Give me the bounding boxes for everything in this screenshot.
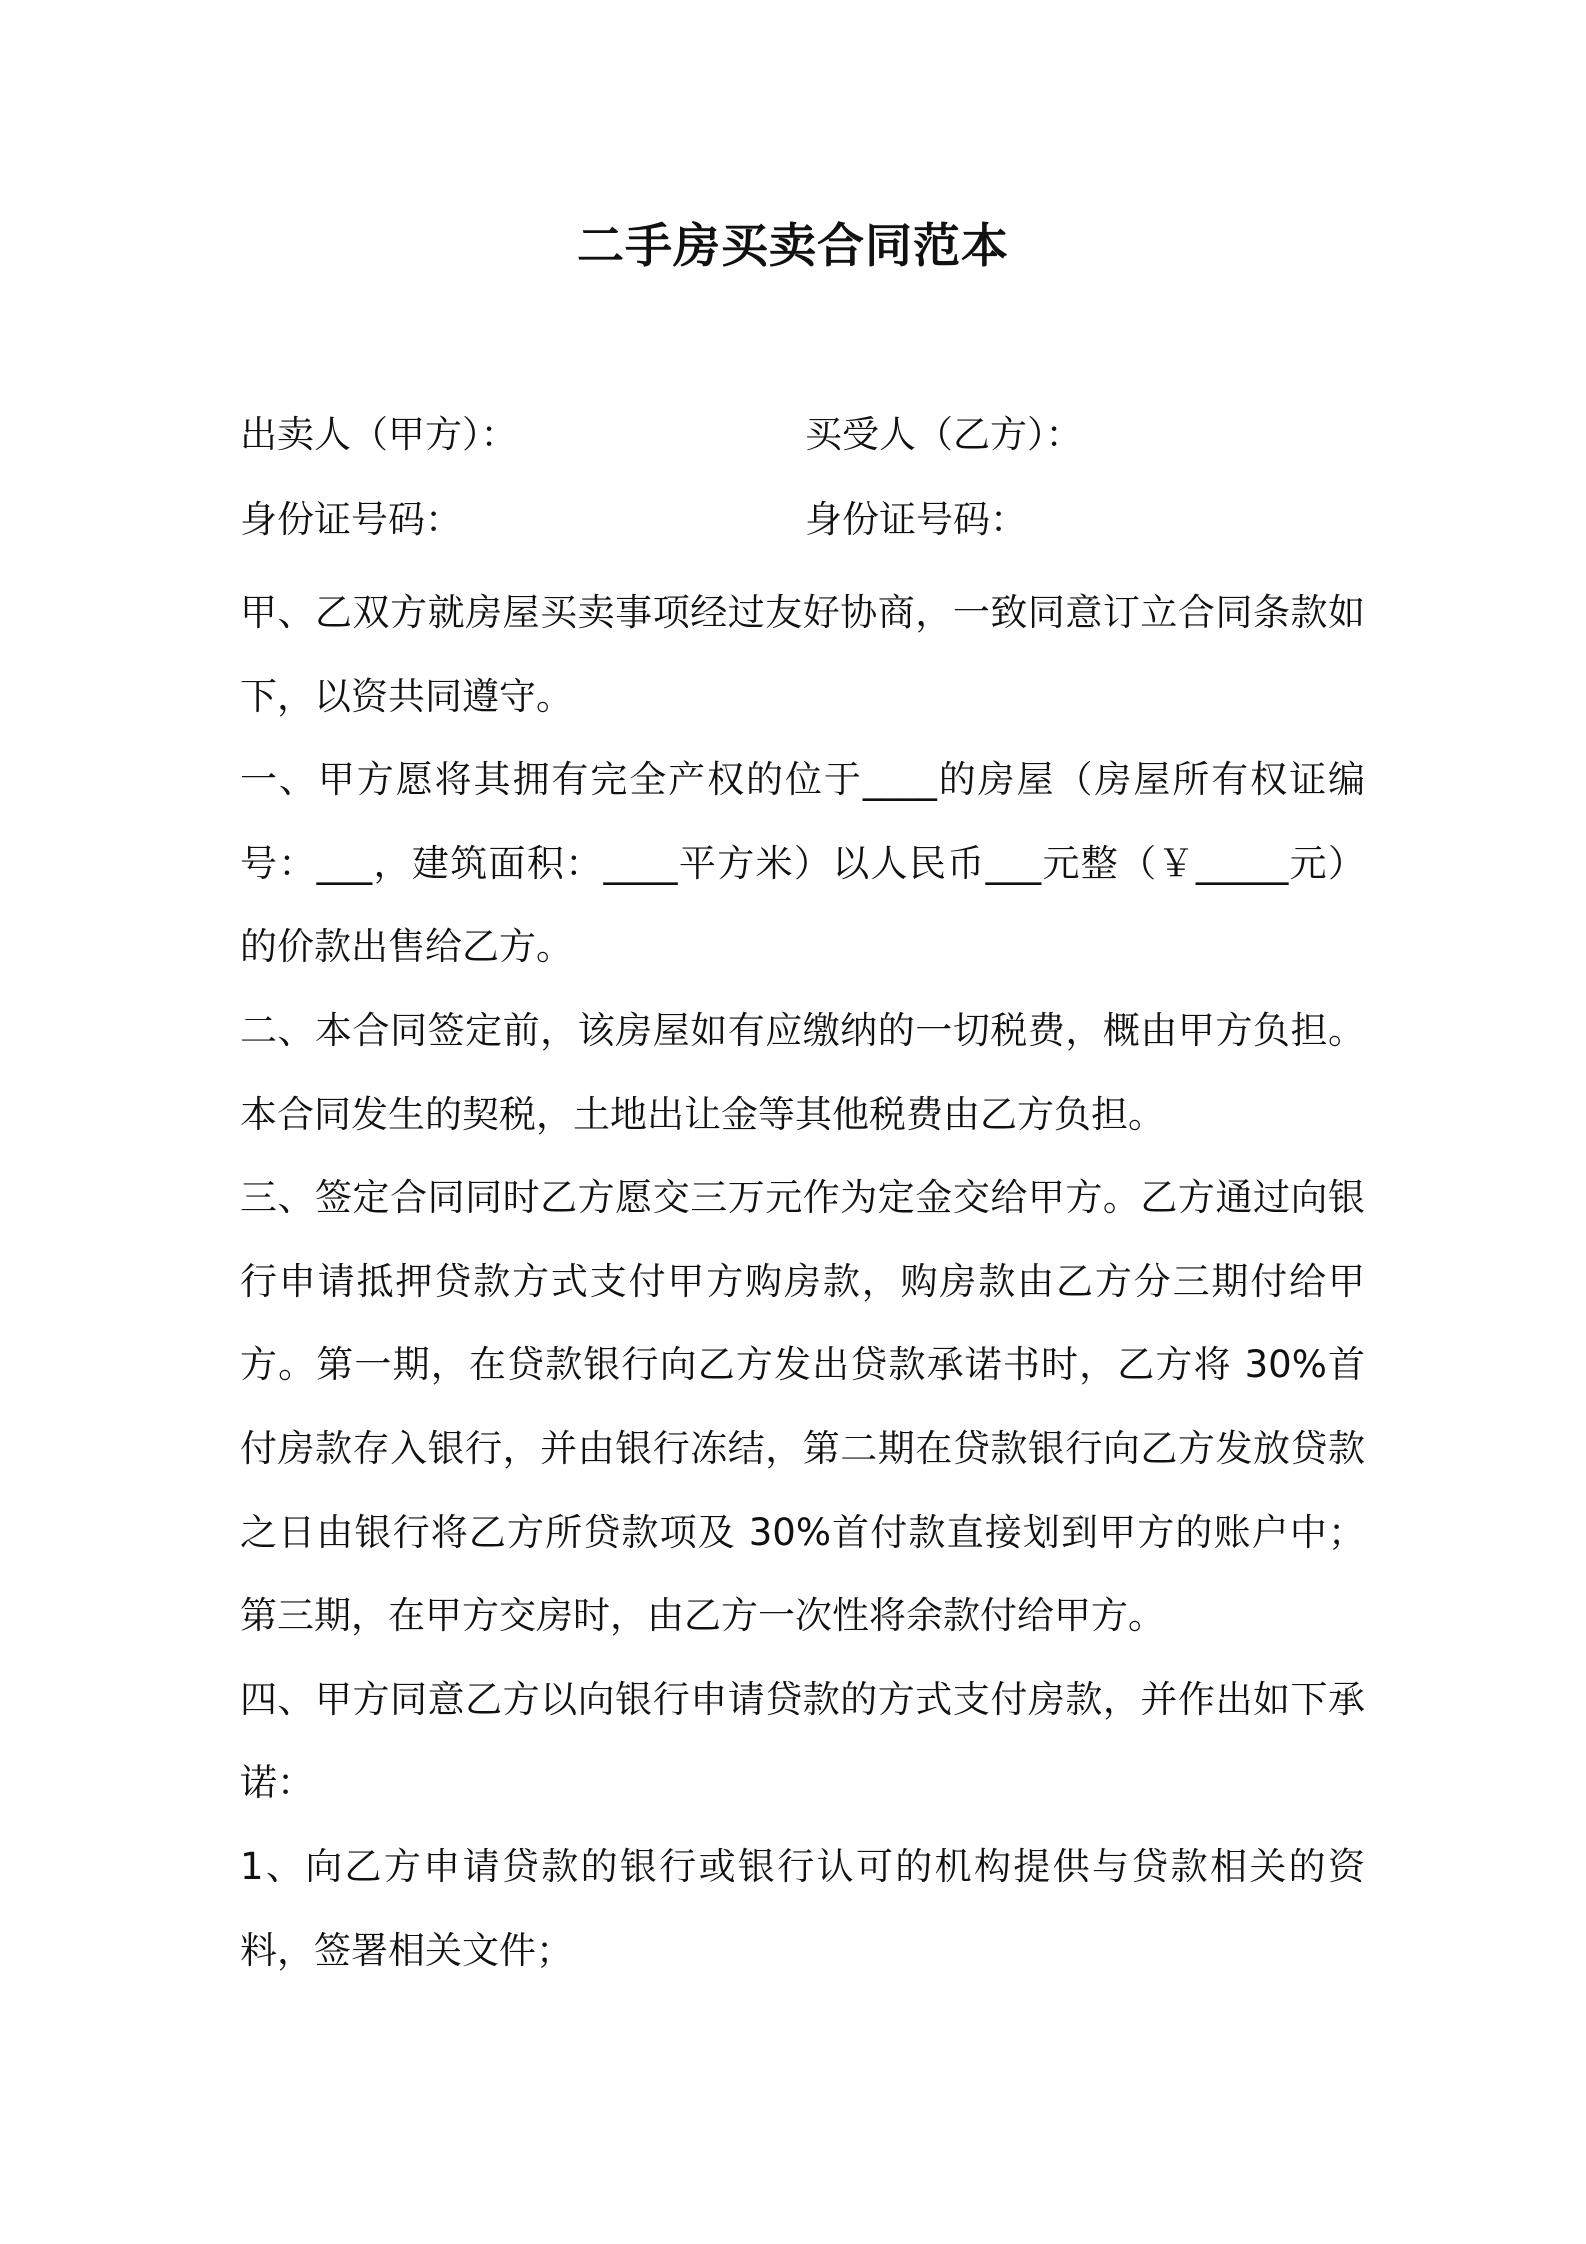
seller-id-label: 身份证号码： <box>240 498 462 541</box>
buyer-id-label: 身份证号码： <box>805 498 1027 541</box>
contract-body <box>240 571 1365 1992</box>
party-id-row <box>240 485 1360 555</box>
party-names-row <box>240 400 1360 470</box>
paragraph-clause-4: 四、甲方同意乙方以向银行申请贷款的方式支付房款，并作出如下承诺： <box>240 1677 1365 1805</box>
buyer-label: 买受人（乙方）： <box>805 413 1083 456</box>
seller-label: 出卖人（甲方）： <box>240 413 518 456</box>
document-title: 二手房买卖合同范本 <box>577 219 1009 274</box>
paragraph-clause-1: 一、甲方愿将其拥有完全产权的位于____的房屋（房屋所有权证编号：___，建筑面积：____平方米）以人民币___元整（￥_____元）的价款出售给乙方。 <box>240 758 1365 969</box>
paragraph-clause-2: 二、本合同签定前，该房屋如有应缴纳的一切税费，概由甲方负担。本合同发生的契税，土地出让金等其他税费由乙方负担。 <box>240 1008 1365 1136</box>
paragraph-intro: 甲、乙双方就房屋买卖事项经过友好协商，一致同意订立合同条款如下，以资共同遵守。 <box>240 591 1365 718</box>
paragraph-clause-3: 三、签定合同同时乙方愿交三万元作为定金交给甲方。乙方通过向银行申请抵押贷款方式支付甲方购房款，购房款由乙方分三期付给甲方。第一期，在贷款银行向乙方发出贷款承诺书时，乙方将 30%首付房款存入银行，并由银行冻结，第二期在贷款银行向乙方发放贷款之日由银行将乙方所贷款项及 30%首付款直接划到甲方的账户中；第三期，在甲方交房时，由乙方一次性将余款付给甲方。 <box>240 1176 1365 1638</box>
paragraph-clause-4-item-1: 1、向乙方申请贷款的银行或银行认可的机构提供与贷款相关的资料，签署相关文件； <box>240 1844 1365 1972</box>
